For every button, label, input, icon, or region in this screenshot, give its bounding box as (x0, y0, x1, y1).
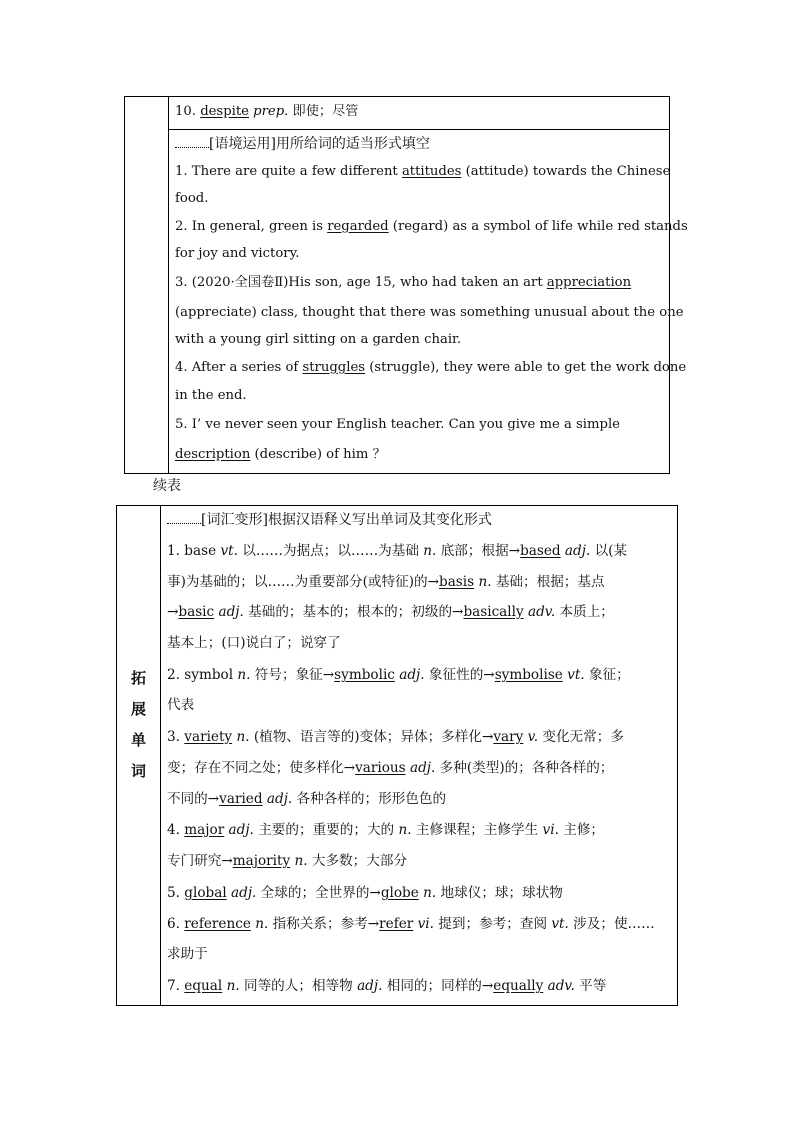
word-entry-10: 10. despite prep. 即使；尽管 (175, 104, 359, 119)
section-heading: [语境运用]用所给词的适当形式填空 (175, 135, 430, 153)
word-entry-1-cont2: →basic adj. 基础的；基本的；根本的；初级的→basically adv. 本质上； (167, 604, 614, 620)
answer: basis (439, 574, 475, 590)
word-entry-1-cont3: 基本上；(口)说白了；说穿了 (167, 635, 341, 651)
word-entry-4: 4. major adj. 主要的；重要的；大的 n. 主修课程；主修学生 vi. 主修； (167, 822, 605, 838)
answer: symbolic (334, 667, 395, 683)
word-entry-2: 2. symbol n. 符号；象征→symbolic adj. 象征性的→symbolise vt. 象征； (167, 667, 630, 683)
fill-blank (167, 511, 201, 524)
answer: varied (219, 791, 263, 807)
context-exercise-table (124, 96, 688, 474)
vocabulary-extension-table (116, 505, 678, 1006)
answer: struggles (302, 360, 366, 375)
answer: regarded (327, 219, 389, 234)
answer: appreciation (546, 275, 632, 290)
word-entry-1-cont: 事)为基础的；以……为重要部分(或特征)的→basis n. 基础；根据；基点 (167, 574, 605, 590)
sentence-5: 5. I’ ve never seen your English teacher. Can you give me a simple (175, 417, 620, 432)
answer: attitudes (401, 164, 462, 179)
continued-label: 续表 (153, 478, 181, 494)
sentence-3-cont: (appreciate) class, thought that there was something unusual about the one (175, 305, 684, 320)
answer: based (520, 543, 561, 559)
word-entry-2-cont: 代表 (167, 697, 195, 713)
word-entry-5: 5. global adj. 全球的；全世界的→globe n. 地球仪；球；球状物 (167, 885, 563, 901)
answer: vary (493, 729, 524, 745)
answer: various (355, 760, 406, 776)
section-heading: [词汇变形]根据汉语释义写出单词及其变化形式 (167, 511, 492, 529)
answer: basically (463, 604, 524, 620)
answer: majority (232, 853, 291, 869)
answer: major (184, 822, 225, 838)
sentence-3-cont2: with a young girl sitting on a garden chair. (175, 332, 462, 347)
word-entry-3: 3. variety n. (植物、语言等的)变体；异体；多样化→vary v. 变化无常；多 (167, 729, 624, 745)
answer: description (175, 447, 251, 462)
table-divider (168, 97, 169, 473)
fill-blank (175, 135, 209, 148)
word-entry-3-cont2: 不同的→varied adj. 各种各样的；形形色色的 (167, 791, 447, 807)
sentence-4-cont: in the end. (175, 388, 247, 403)
word-entry-6-cont: 求助于 (167, 946, 208, 962)
sentence-4: 4. After a series of struggles (struggle), they were able to get the work done (175, 360, 687, 375)
sentence-1-cont: food. (175, 191, 209, 206)
answer: basic (178, 604, 215, 620)
sentence-2: 2. In general, green is regarded (regard) as a symbol of life while red stands (175, 219, 688, 234)
sentence-3: 3. (2020·全国卷Ⅱ)His son, age 15, who had taken an art appreciation (175, 275, 632, 290)
word-entry-3-cont: 变；存在不同之处；使多样化→various adj. 多种(类型)的；各种各样的； (167, 760, 614, 776)
word-entry-4-cont: 专门研究→majority n. 大多数；大部分 (167, 853, 408, 869)
sentence-5-cont: description (describe) of him ？ (175, 447, 386, 462)
sentence-2-cont: for joy and victory. (175, 246, 300, 261)
word-entry-6: 6. reference n. 指称关系；参考→refer vi. 提到；参考；查阅 vt. 涉及；使…… (167, 916, 655, 932)
answer: symbolise (494, 667, 563, 683)
answer: variety (184, 729, 233, 745)
answer: globe (380, 885, 419, 901)
answer: equal (184, 978, 223, 994)
answer: reference (184, 916, 251, 932)
answer: refer (379, 916, 414, 932)
word-entry-1: 1. base vt. 以……为据点；以……为基础 n. 底部；根据→based adj. 以(某 (167, 543, 628, 559)
word-entry-7: 7. equal n. 同等的人；相等物 adj. 相同的；同样的→equally adv. 平等 (167, 978, 607, 994)
side-label: 拓 展 单 词 (130, 669, 146, 780)
answer: global (184, 885, 227, 901)
table-row-divider (168, 129, 669, 130)
answer: equally (493, 978, 544, 994)
table-divider (160, 506, 161, 1005)
sentence-1: 1. There are quite a few different attitudes (attitude) towards the Chinese (175, 164, 671, 179)
